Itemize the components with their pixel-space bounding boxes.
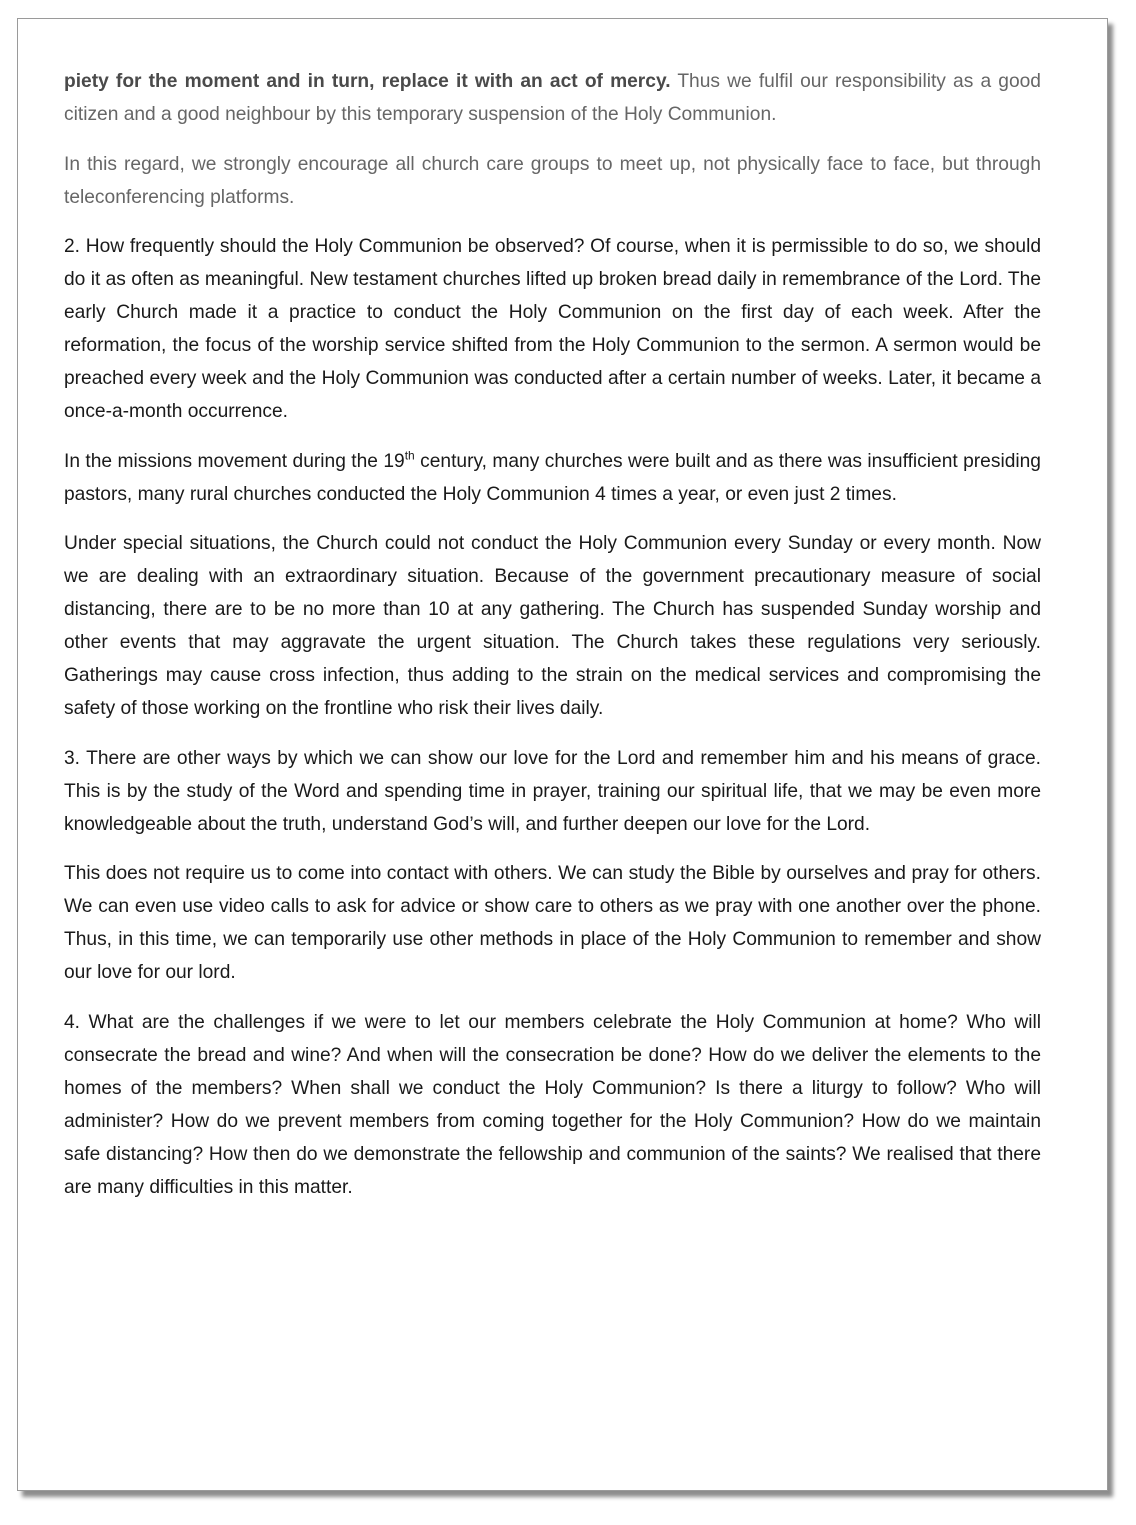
paragraph-5: Under special situations, the Church could not conduct the Holy Communion every Sunday or every month. Now we are dealing with an extraordinary situation. Because of the government precautionary measure of social distancing, there are to be no more than 10 at any gathering. The Church has suspended Sunday worship and other events that may aggravate the urgent situation. The Church takes these regulations very seriously. Gatherings may cause cross infection, thus adding to the strain on the medical services and compromising the safety of those working on the frontline who risk their lives daily. — [64, 533, 1041, 719]
paragraph-6: 3. There are other ways by which we can show our love for the Lord and remember him and his means of grace. This is by the study of the Word and spending time in prayer, training our spiritual life, that we may be even more knowledgeable about the truth, understand God’s will, and further deepen our love for the Lord. — [64, 747, 1041, 835]
paragraph-4-text-before: In the missions movement during the 19 — [64, 450, 405, 472]
document-page — [17, 18, 1108, 1491]
document-body — [64, 65, 1041, 1220]
paragraph-8: 4. What are the challenges if we were to let our members celebrate the Holy Communion at home? Who will consecrate the bread and wine? And when will the consecration be done? How do we deliver the elements to the homes of the members? When shall we conduct the Holy Communion? Is there a liturgy to follow? Who will administer? How do we prevent members from coming together for the Holy Communion? How do we maintain safe distancing? How then do we demonstrate the fellowship and communion of the saints? We realised that there are many difficulties in this matter. — [64, 1011, 1041, 1198]
paragraph-2: In this regard, we strongly encourage all church care groups to meet up, not physically face to face, but through teleconferencing platforms. — [64, 153, 1041, 208]
paragraph-3: 2. How frequently should the Holy Communion be observed? Of course, when it is permissible to do so, we should do it as often as meaningful. New testament churches lifted up broken bread daily in remembrance of the Lord. The early Church made it a practice to conduct the Holy Communion on the first day of each week. After the reformation, the focus of the worship service shifted from the Holy Communion to the sermon. A sermon would be preached every week and the Holy Communion was conducted after a certain number of weeks. Later, it became a once-a-month occurrence. — [64, 236, 1041, 422]
ordinal-superscript: th — [404, 448, 415, 463]
paragraph-4-text-after: century, many churches were built and as there was insufficient presiding pastors, many rural churches conducted the Holy Communion 4 times a year, or even just 2 times. — [64, 450, 1041, 505]
paragraph-4 — [64, 445, 1041, 511]
paragraph-7: This does not require us to come into contact with others. We can study the Bible by ourselves and pray for others. We can even use video calls to ask for advice or show care to others as we pray with one another over the phone. Thus, in this time, we can temporarily use other methods in place of the Holy Communion to remember and show our love for our lord. — [64, 863, 1041, 983]
paragraph-1-bold-lead: piety for the moment and in turn, replace it with an act of mercy. — [64, 71, 671, 92]
paragraph-1 — [64, 65, 1041, 131]
paragraph-1-text: Thus we fulfil our responsibility as a good citizen and a good neighbour by this temporary suspension of the Holy Communion. — [64, 71, 1041, 125]
